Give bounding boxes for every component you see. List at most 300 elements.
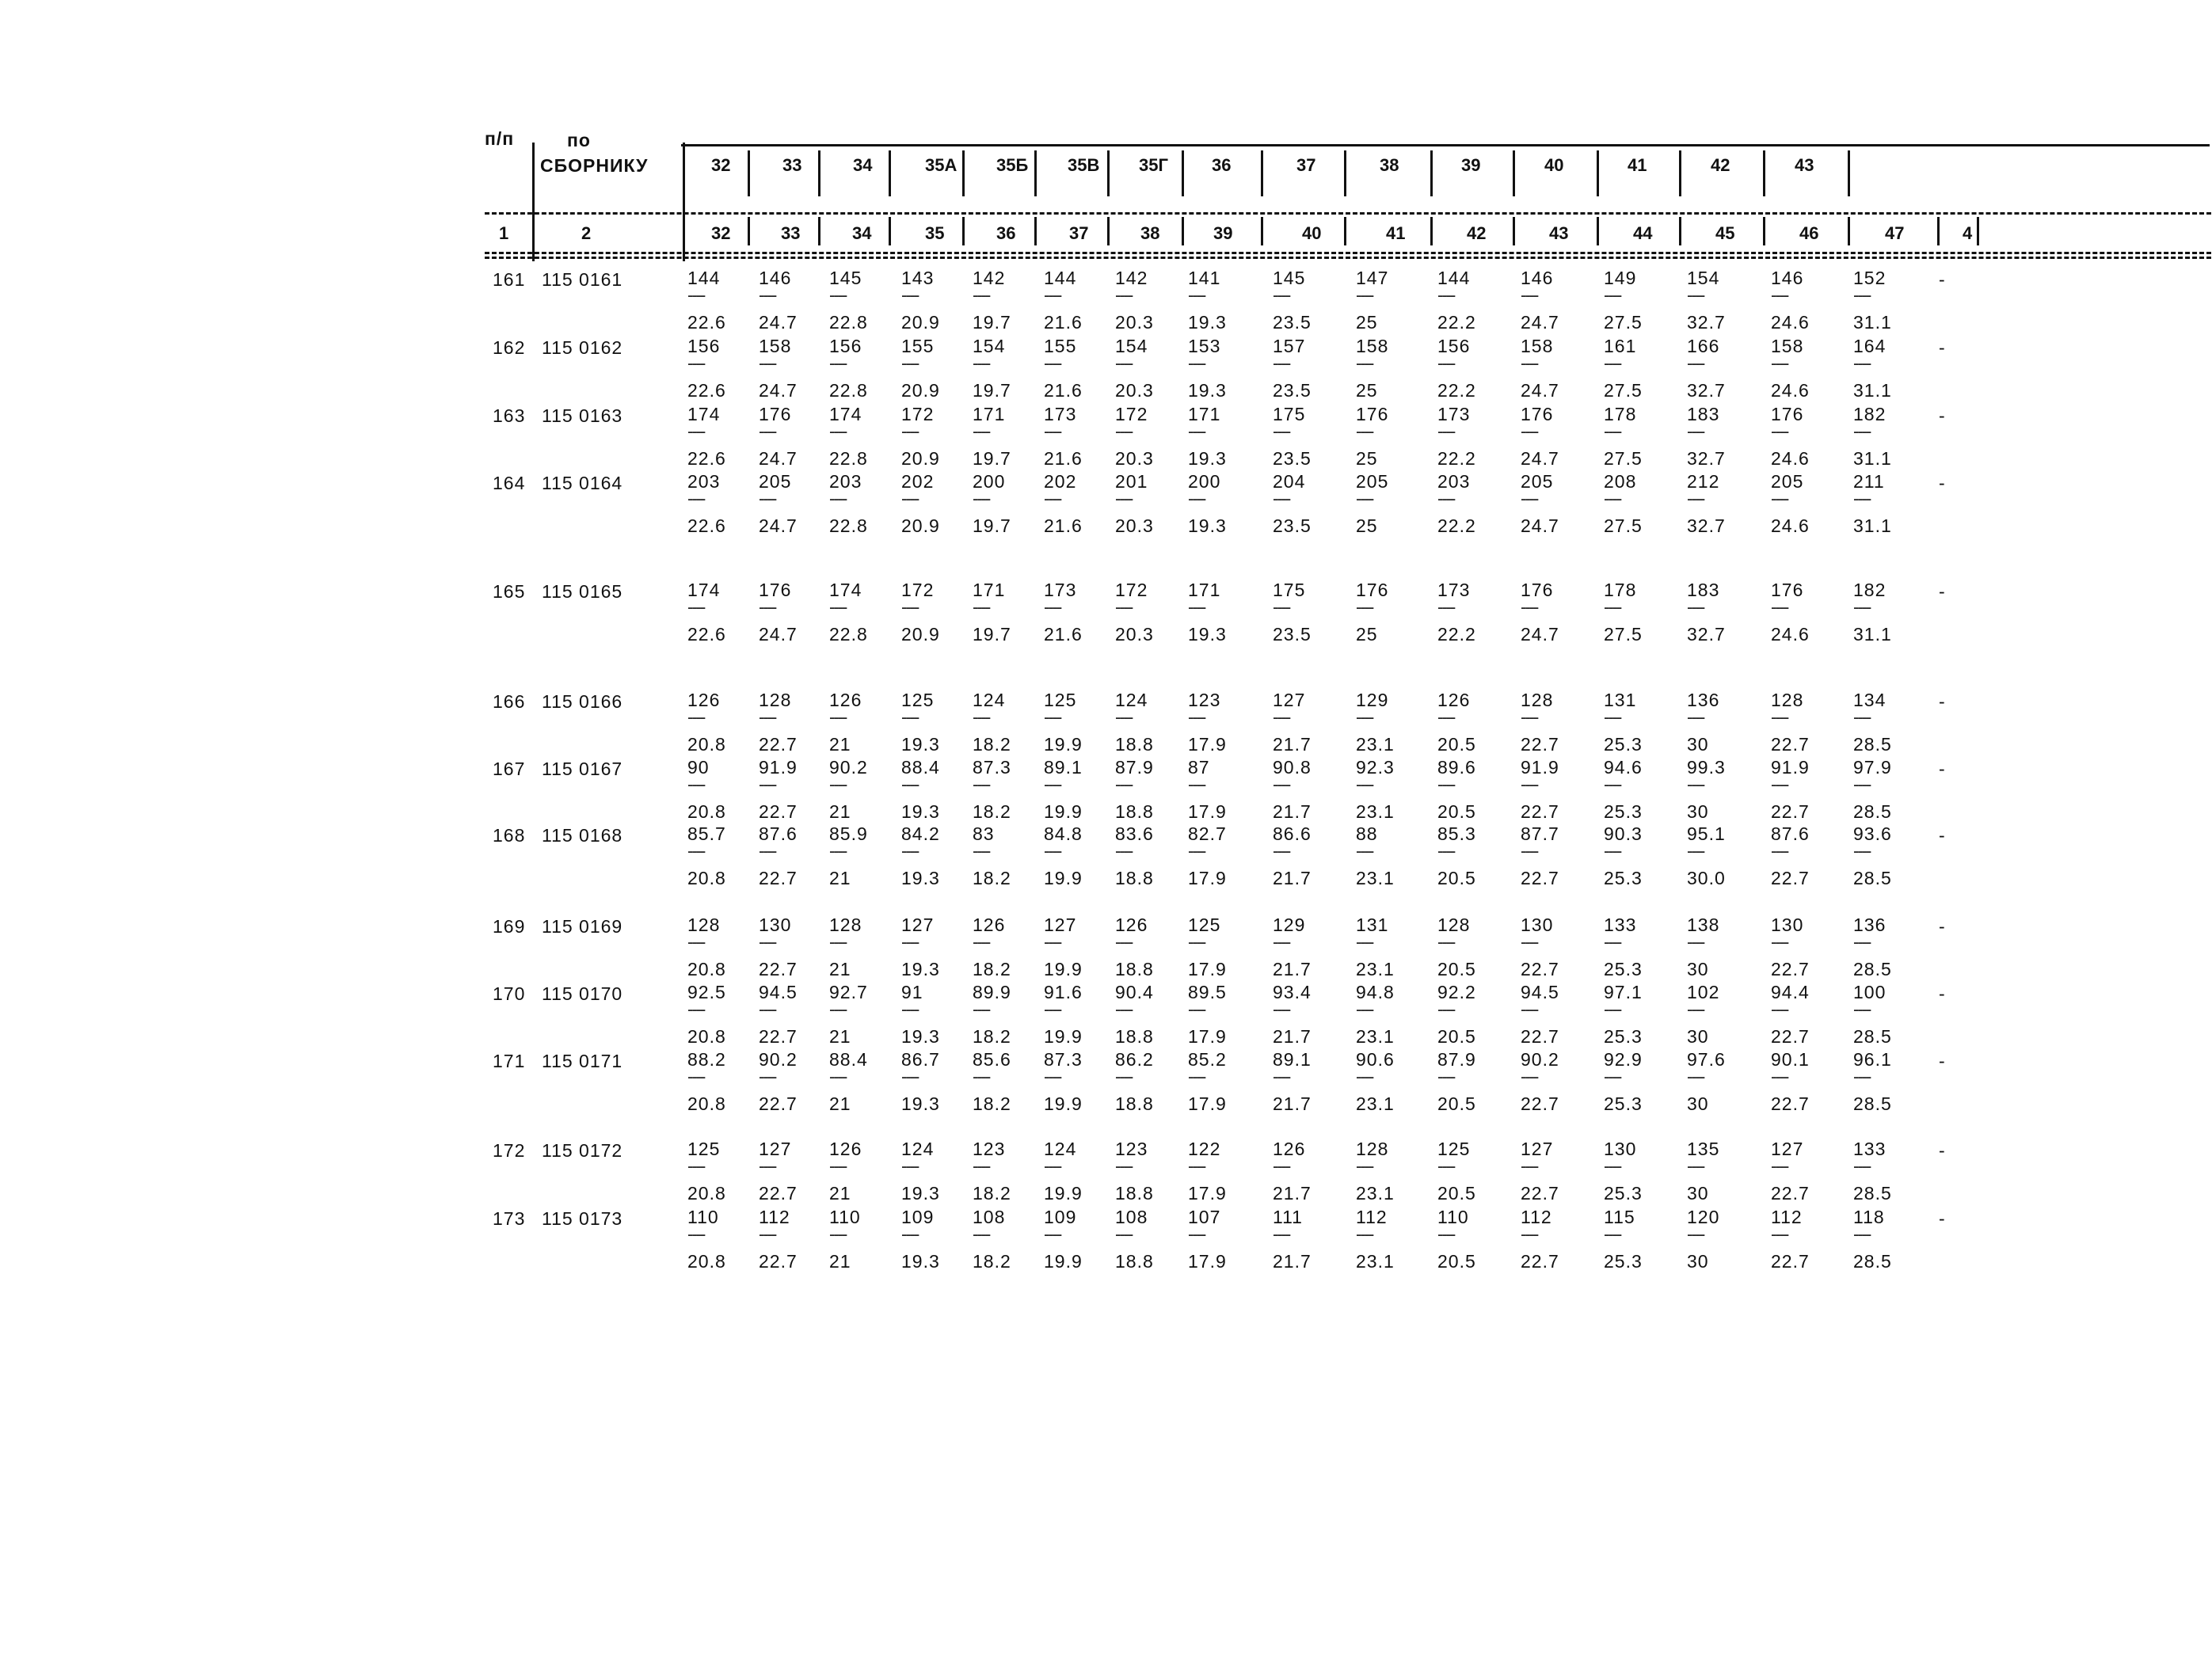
value-bottom: 20.5 bbox=[1437, 801, 1476, 822]
fraction-bar: ---- bbox=[687, 999, 705, 1019]
value-bottom: 19.7 bbox=[973, 380, 1011, 401]
fraction-bar: ---- bbox=[687, 597, 705, 617]
fraction-bar: ---- bbox=[973, 707, 990, 727]
value-top: 171 bbox=[973, 580, 1006, 600]
value-top: 171 bbox=[1188, 580, 1221, 600]
value-top: 158 bbox=[1356, 336, 1389, 356]
fraction-bar: ---- bbox=[973, 1156, 990, 1176]
value-top: 135 bbox=[1687, 1139, 1720, 1159]
index-separator bbox=[1344, 217, 1346, 245]
fraction-bar: ---- bbox=[1273, 999, 1290, 1019]
header-separator bbox=[1513, 150, 1515, 196]
fraction-bar: ---- bbox=[1771, 353, 1788, 373]
fraction-bar: ---- bbox=[901, 353, 919, 373]
value-bottom: 19.3 bbox=[1188, 380, 1227, 401]
value-bottom: 21 bbox=[829, 868, 851, 888]
fraction-bar: ---- bbox=[1437, 1067, 1455, 1086]
value-top: 84.8 bbox=[1044, 823, 1083, 844]
value-bottom: 20.3 bbox=[1115, 380, 1154, 401]
value-top: 128 bbox=[759, 690, 792, 710]
value-top: 176 bbox=[759, 404, 792, 424]
value-top: 134 bbox=[1853, 690, 1886, 710]
value-bottom: 18.2 bbox=[973, 1183, 1011, 1204]
fraction-bar: ---- bbox=[1687, 707, 1704, 727]
fraction-bar: ---- bbox=[1604, 353, 1621, 373]
value-top: 108 bbox=[1115, 1207, 1148, 1227]
value-bottom: 19.3 bbox=[901, 734, 940, 755]
value-top: 96.1 bbox=[1853, 1049, 1892, 1070]
value-bottom: 25 bbox=[1356, 312, 1378, 333]
fraction-bar: ---- bbox=[1771, 489, 1788, 508]
fraction-bar: ---- bbox=[759, 1224, 776, 1244]
value-top: 174 bbox=[687, 404, 721, 424]
value-top: 122 bbox=[1188, 1139, 1221, 1159]
value-bottom: 19.7 bbox=[973, 624, 1011, 645]
header-col-number: 42 bbox=[1711, 155, 1730, 175]
index-number: 44 bbox=[1633, 223, 1653, 243]
value-bottom: 28.5 bbox=[1853, 868, 1892, 888]
value-top: 153 bbox=[1188, 336, 1221, 356]
fraction-bar: ---- bbox=[1437, 841, 1455, 861]
header-col-number: 32 bbox=[711, 155, 731, 175]
row-code: 115 0169 bbox=[542, 916, 623, 937]
fraction-bar: ---- bbox=[1771, 597, 1788, 617]
value-top: 142 bbox=[1115, 268, 1148, 288]
value-top: 95.1 bbox=[1687, 823, 1726, 844]
value-top: 208 bbox=[1604, 471, 1637, 492]
value-top: 173 bbox=[1044, 404, 1077, 424]
value-top: 149 bbox=[1604, 268, 1637, 288]
fraction-bar: ---- bbox=[1188, 597, 1205, 617]
row-code: 115 0172 bbox=[542, 1140, 623, 1161]
value-bottom: 28.5 bbox=[1853, 959, 1892, 979]
index-separator bbox=[818, 217, 820, 245]
value-bottom: 25.3 bbox=[1604, 734, 1643, 755]
row-number: 166 bbox=[493, 691, 526, 712]
value-bottom: 20.9 bbox=[901, 515, 940, 536]
value-top: 118 bbox=[1853, 1207, 1885, 1227]
index-separator bbox=[1513, 217, 1515, 245]
value-top: 97.9 bbox=[1853, 757, 1892, 778]
col2-title-line1: по bbox=[567, 130, 591, 150]
row-code: 115 0162 bbox=[542, 337, 623, 358]
value-top: 87.3 bbox=[1044, 1049, 1083, 1070]
value-bottom: 22.7 bbox=[1771, 959, 1810, 979]
value-top: 111 bbox=[1273, 1207, 1303, 1227]
col1-title: п/п bbox=[485, 128, 515, 149]
fraction-bar: ---- bbox=[901, 841, 919, 861]
value-bottom: 20.5 bbox=[1437, 1183, 1476, 1204]
value-top: 94.5 bbox=[1521, 982, 1559, 1002]
fraction-bar: ---- bbox=[1356, 285, 1373, 305]
value-bottom: 22.7 bbox=[759, 1183, 798, 1204]
fraction-bar: ---- bbox=[1687, 1224, 1704, 1244]
value-top: 90.3 bbox=[1604, 823, 1643, 844]
value-bottom: 24.6 bbox=[1771, 312, 1810, 333]
fraction-bar: ---- bbox=[759, 285, 776, 305]
value-top: 158 bbox=[1771, 336, 1804, 356]
value-top: 127 bbox=[759, 1139, 792, 1159]
value-top: 129 bbox=[1356, 690, 1389, 710]
value-top: 126 bbox=[687, 690, 721, 710]
value-top: 131 bbox=[1356, 915, 1389, 935]
value-bottom: 20.5 bbox=[1437, 734, 1476, 755]
value-top: 89.5 bbox=[1188, 982, 1227, 1002]
value-top: 205 bbox=[1356, 471, 1389, 492]
row-code: 115 0163 bbox=[542, 405, 623, 426]
header-separator bbox=[1430, 150, 1433, 196]
value-top: 172 bbox=[1115, 404, 1148, 424]
fraction-bar: ---- bbox=[687, 1067, 705, 1086]
value-top: 85.2 bbox=[1188, 1049, 1227, 1070]
value-top: 174 bbox=[829, 404, 862, 424]
fraction-bar: ---- bbox=[973, 841, 990, 861]
value-top: 161 bbox=[1604, 336, 1637, 356]
value-top: 124 bbox=[1115, 690, 1148, 710]
row-number: 163 bbox=[493, 405, 526, 426]
fraction-bar: ---- bbox=[1853, 285, 1871, 305]
fraction-bar: ---- bbox=[1044, 774, 1061, 794]
value-top: 125 bbox=[1044, 690, 1077, 710]
value-bottom: 24.6 bbox=[1771, 448, 1810, 469]
value-top: 202 bbox=[1044, 471, 1077, 492]
fraction-bar: ---- bbox=[1687, 932, 1704, 952]
fraction-bar: ---- bbox=[973, 421, 990, 441]
value-top: 128 bbox=[687, 915, 721, 935]
value-top: 87 bbox=[1188, 757, 1210, 778]
value-bottom: 21.7 bbox=[1273, 868, 1312, 888]
fraction-bar: ---- bbox=[901, 421, 919, 441]
value-bottom: 31.1 bbox=[1853, 380, 1892, 401]
value-top: 87.9 bbox=[1437, 1049, 1476, 1070]
value-top: 164 bbox=[1853, 336, 1886, 356]
row-tail-dash: - bbox=[1939, 405, 1946, 426]
fraction-bar: ---- bbox=[1188, 841, 1205, 861]
value-bottom: 24.6 bbox=[1771, 515, 1810, 536]
value-bottom: 22.8 bbox=[829, 624, 868, 645]
fraction-bar: ---- bbox=[687, 707, 705, 727]
value-bottom: 28.5 bbox=[1853, 801, 1892, 822]
value-top: 204 bbox=[1273, 471, 1306, 492]
value-bottom: 20.3 bbox=[1115, 624, 1154, 645]
fraction-bar: ---- bbox=[901, 597, 919, 617]
value-bottom: 20.8 bbox=[687, 734, 726, 755]
value-bottom: 30 bbox=[1687, 1026, 1709, 1047]
value-bottom: 25.3 bbox=[1604, 868, 1643, 888]
header-separator bbox=[1344, 150, 1346, 196]
value-top: 94.8 bbox=[1356, 982, 1395, 1002]
fraction-bar: ---- bbox=[1044, 1067, 1061, 1086]
value-top: 211 bbox=[1853, 471, 1885, 492]
fraction-bar: ---- bbox=[759, 421, 776, 441]
fraction-bar: ---- bbox=[1115, 774, 1133, 794]
value-top: 107 bbox=[1188, 1207, 1221, 1227]
fraction-bar: ---- bbox=[687, 774, 705, 794]
header-separator bbox=[1763, 150, 1765, 196]
fraction-bar: ---- bbox=[1604, 932, 1621, 952]
fraction-bar: ---- bbox=[759, 841, 776, 861]
fraction-bar: ---- bbox=[687, 285, 705, 305]
value-top: 158 bbox=[759, 336, 792, 356]
fraction-bar: ---- bbox=[1437, 353, 1455, 373]
value-top: 146 bbox=[1521, 268, 1554, 288]
value-top: 126 bbox=[829, 1139, 862, 1159]
value-bottom: 22.8 bbox=[829, 312, 868, 333]
header-bottom-rule bbox=[485, 252, 2211, 254]
index-separator bbox=[1597, 217, 1599, 245]
value-top: 89.9 bbox=[973, 982, 1011, 1002]
fraction-bar: ---- bbox=[1521, 353, 1538, 373]
row-code: 115 0164 bbox=[542, 473, 623, 493]
fraction-bar: ---- bbox=[759, 707, 776, 727]
fraction-bar: ---- bbox=[1273, 707, 1290, 727]
value-top: 97.6 bbox=[1687, 1049, 1726, 1070]
value-top: 173 bbox=[1437, 404, 1471, 424]
value-bottom: 21 bbox=[829, 1251, 851, 1272]
value-top: 147 bbox=[1356, 268, 1389, 288]
value-bottom: 20.5 bbox=[1437, 1251, 1476, 1272]
value-top: 154 bbox=[1115, 336, 1148, 356]
value-bottom: 19.3 bbox=[901, 868, 940, 888]
fraction-bar: ---- bbox=[1437, 707, 1455, 727]
value-top: 120 bbox=[1687, 1207, 1720, 1227]
value-top: 203 bbox=[687, 471, 721, 492]
row-code: 115 0171 bbox=[542, 1051, 623, 1071]
value-top: 178 bbox=[1604, 580, 1637, 600]
value-bottom: 19.9 bbox=[1044, 801, 1083, 822]
fraction-bar: ---- bbox=[759, 774, 776, 794]
value-bottom: 27.5 bbox=[1604, 515, 1643, 536]
value-top: 90.1 bbox=[1771, 1049, 1810, 1070]
row-tail-dash: - bbox=[1939, 825, 1946, 846]
value-top: 91.9 bbox=[759, 757, 798, 778]
value-bottom: 23.1 bbox=[1356, 1093, 1395, 1114]
value-top: 128 bbox=[1356, 1139, 1389, 1159]
value-bottom: 22.7 bbox=[759, 959, 798, 979]
value-top: 142 bbox=[973, 268, 1006, 288]
fraction-bar: ---- bbox=[759, 932, 776, 952]
fraction-bar: ---- bbox=[1273, 597, 1290, 617]
value-top: 200 bbox=[1188, 471, 1221, 492]
fraction-bar: ---- bbox=[829, 999, 847, 1019]
fraction-bar: ---- bbox=[1273, 774, 1290, 794]
value-bottom: 21.7 bbox=[1273, 1251, 1312, 1272]
value-bottom: 22.8 bbox=[829, 515, 868, 536]
value-bottom: 18.2 bbox=[973, 1026, 1011, 1047]
fraction-bar: ---- bbox=[1356, 999, 1373, 1019]
value-bottom: 24.7 bbox=[759, 448, 798, 469]
fraction-bar: ---- bbox=[829, 774, 847, 794]
value-bottom: 24.7 bbox=[759, 624, 798, 645]
header-separator bbox=[1679, 150, 1681, 196]
value-top: 144 bbox=[687, 268, 721, 288]
index-number: 43 bbox=[1549, 223, 1569, 243]
fraction-bar: ---- bbox=[1853, 1067, 1871, 1086]
value-bottom: 22.6 bbox=[687, 380, 726, 401]
fraction-bar: ---- bbox=[687, 841, 705, 861]
fraction-bar: ---- bbox=[1853, 707, 1871, 727]
value-top: 90.4 bbox=[1115, 982, 1154, 1002]
value-bottom: 18.8 bbox=[1115, 1251, 1154, 1272]
value-bottom: 17.9 bbox=[1188, 1251, 1227, 1272]
value-bottom: 24.6 bbox=[1771, 624, 1810, 645]
fraction-bar: ---- bbox=[1188, 1224, 1205, 1244]
value-bottom: 28.5 bbox=[1853, 1183, 1892, 1204]
value-bottom: 30 bbox=[1687, 1183, 1709, 1204]
fraction-bar: ---- bbox=[1687, 597, 1704, 617]
fraction-bar: ---- bbox=[1687, 999, 1704, 1019]
value-top: 90.2 bbox=[759, 1049, 798, 1070]
row-code: 115 0167 bbox=[542, 759, 623, 779]
value-top: 112 bbox=[759, 1207, 790, 1227]
row-tail-dash: - bbox=[1939, 759, 1946, 779]
index-number: 1 bbox=[499, 223, 509, 243]
fraction-bar: ---- bbox=[1687, 421, 1704, 441]
fraction-bar: ---- bbox=[687, 353, 705, 373]
value-bottom: 22.8 bbox=[829, 380, 868, 401]
value-bottom: 22.7 bbox=[759, 1093, 798, 1114]
value-bottom: 17.9 bbox=[1188, 959, 1227, 979]
value-bottom: 19.9 bbox=[1044, 868, 1083, 888]
value-bottom: 25.3 bbox=[1604, 1183, 1643, 1204]
value-bottom: 32.7 bbox=[1687, 380, 1726, 401]
fraction-bar: ---- bbox=[1273, 841, 1290, 861]
value-bottom: 24.7 bbox=[1521, 380, 1559, 401]
header-col-number: 39 bbox=[1461, 155, 1481, 175]
index-number: 32 bbox=[711, 223, 731, 243]
fraction-bar: ---- bbox=[901, 999, 919, 1019]
value-bottom: 25.3 bbox=[1604, 801, 1643, 822]
value-top: 83 bbox=[973, 823, 995, 844]
value-bottom: 22.7 bbox=[1771, 1093, 1810, 1114]
index-separator bbox=[962, 217, 965, 245]
value-bottom: 22.7 bbox=[1771, 1026, 1810, 1047]
value-bottom: 27.5 bbox=[1604, 448, 1643, 469]
fraction-bar: ---- bbox=[1771, 999, 1788, 1019]
value-top: 88 bbox=[1356, 823, 1378, 844]
fraction-bar: ---- bbox=[1356, 1067, 1373, 1086]
fraction-bar: ---- bbox=[1521, 489, 1538, 508]
fraction-bar: ---- bbox=[1521, 774, 1538, 794]
fraction-bar: ---- bbox=[1356, 774, 1373, 794]
value-bottom: 21 bbox=[829, 734, 851, 755]
header-col-number: 35А bbox=[925, 155, 958, 175]
value-bottom: 22.6 bbox=[687, 624, 726, 645]
fraction-bar: ---- bbox=[1437, 421, 1455, 441]
value-bottom: 19.7 bbox=[973, 312, 1011, 333]
value-top: 143 bbox=[901, 268, 935, 288]
value-bottom: 19.9 bbox=[1044, 1026, 1083, 1047]
fraction-bar: ---- bbox=[759, 353, 776, 373]
value-bottom: 28.5 bbox=[1853, 1093, 1892, 1114]
fraction-bar: ---- bbox=[1853, 597, 1871, 617]
value-bottom: 25 bbox=[1356, 515, 1378, 536]
fraction-bar: ---- bbox=[1853, 999, 1871, 1019]
value-bottom: 22.6 bbox=[687, 312, 726, 333]
fraction-bar: ---- bbox=[1604, 1067, 1621, 1086]
value-bottom: 19.7 bbox=[973, 448, 1011, 469]
value-bottom: 22.7 bbox=[1521, 959, 1559, 979]
fraction-bar: ---- bbox=[759, 1156, 776, 1176]
header-separator bbox=[818, 150, 820, 196]
index-number: 35 bbox=[925, 223, 945, 243]
value-top: 202 bbox=[901, 471, 935, 492]
fraction-bar: ---- bbox=[829, 707, 847, 727]
fraction-bar: ---- bbox=[1521, 285, 1538, 305]
fraction-bar: ---- bbox=[1356, 841, 1373, 861]
fraction-bar: ---- bbox=[1273, 1156, 1290, 1176]
value-top: 136 bbox=[1687, 690, 1720, 710]
value-bottom: 21.7 bbox=[1273, 959, 1312, 979]
value-top: 157 bbox=[1273, 336, 1306, 356]
value-top: 172 bbox=[901, 404, 935, 424]
value-bottom: 23.1 bbox=[1356, 959, 1395, 979]
value-top: 127 bbox=[901, 915, 935, 935]
fraction-bar: ---- bbox=[759, 489, 776, 508]
fraction-bar: ---- bbox=[1188, 489, 1205, 508]
fraction-bar: ---- bbox=[901, 1156, 919, 1176]
fraction-bar: ---- bbox=[1521, 597, 1538, 617]
fraction-bar: ---- bbox=[1273, 421, 1290, 441]
index-number: 46 bbox=[1799, 223, 1819, 243]
value-top: 124 bbox=[973, 690, 1006, 710]
value-top: 155 bbox=[1044, 336, 1077, 356]
index-number: 47 bbox=[1885, 223, 1905, 243]
value-bottom: 23.5 bbox=[1273, 312, 1312, 333]
value-bottom: 20.9 bbox=[901, 380, 940, 401]
index-separator bbox=[1937, 217, 1940, 245]
value-top: 87.7 bbox=[1521, 823, 1559, 844]
value-top: 88.2 bbox=[687, 1049, 726, 1070]
value-bottom: 25.3 bbox=[1604, 959, 1643, 979]
fraction-bar: ---- bbox=[1687, 489, 1704, 508]
value-top: 90 bbox=[687, 757, 710, 778]
fraction-bar: ---- bbox=[759, 999, 776, 1019]
fraction-bar: ---- bbox=[759, 1067, 776, 1086]
value-bottom: 22.2 bbox=[1437, 380, 1476, 401]
value-bottom: 32.7 bbox=[1687, 515, 1726, 536]
value-bottom: 22.7 bbox=[1521, 1183, 1559, 1204]
value-bottom: 19.9 bbox=[1044, 959, 1083, 979]
value-bottom: 19.3 bbox=[1188, 515, 1227, 536]
value-bottom: 21.6 bbox=[1044, 515, 1083, 536]
fraction-bar: ---- bbox=[1273, 285, 1290, 305]
fraction-bar: ---- bbox=[973, 285, 990, 305]
col2-title-line2: СБОРНИКУ bbox=[540, 155, 649, 176]
value-bottom: 17.9 bbox=[1188, 1026, 1227, 1047]
value-bottom: 18.8 bbox=[1115, 1026, 1154, 1047]
value-top: 156 bbox=[1437, 336, 1471, 356]
value-bottom: 20.3 bbox=[1115, 312, 1154, 333]
row-tail-dash: - bbox=[1939, 691, 1946, 712]
fraction-bar: ---- bbox=[1771, 285, 1788, 305]
index-number: 41 bbox=[1386, 223, 1406, 243]
value-bottom: 19.3 bbox=[901, 1183, 940, 1204]
fraction-bar: ---- bbox=[1356, 1156, 1373, 1176]
value-bottom: 25 bbox=[1356, 624, 1378, 645]
fraction-bar: ---- bbox=[973, 353, 990, 373]
value-top: 175 bbox=[1273, 580, 1306, 600]
fraction-bar: ---- bbox=[829, 1156, 847, 1176]
fraction-bar: ---- bbox=[1044, 932, 1061, 952]
value-bottom: 20.8 bbox=[687, 868, 726, 888]
value-bottom: 18.8 bbox=[1115, 868, 1154, 888]
fraction-bar: ---- bbox=[1356, 489, 1373, 508]
value-bottom: 24.6 bbox=[1771, 380, 1810, 401]
row-tail-dash: - bbox=[1939, 473, 1946, 493]
fraction-bar: ---- bbox=[1771, 1156, 1788, 1176]
value-bottom: 18.8 bbox=[1115, 1093, 1154, 1114]
